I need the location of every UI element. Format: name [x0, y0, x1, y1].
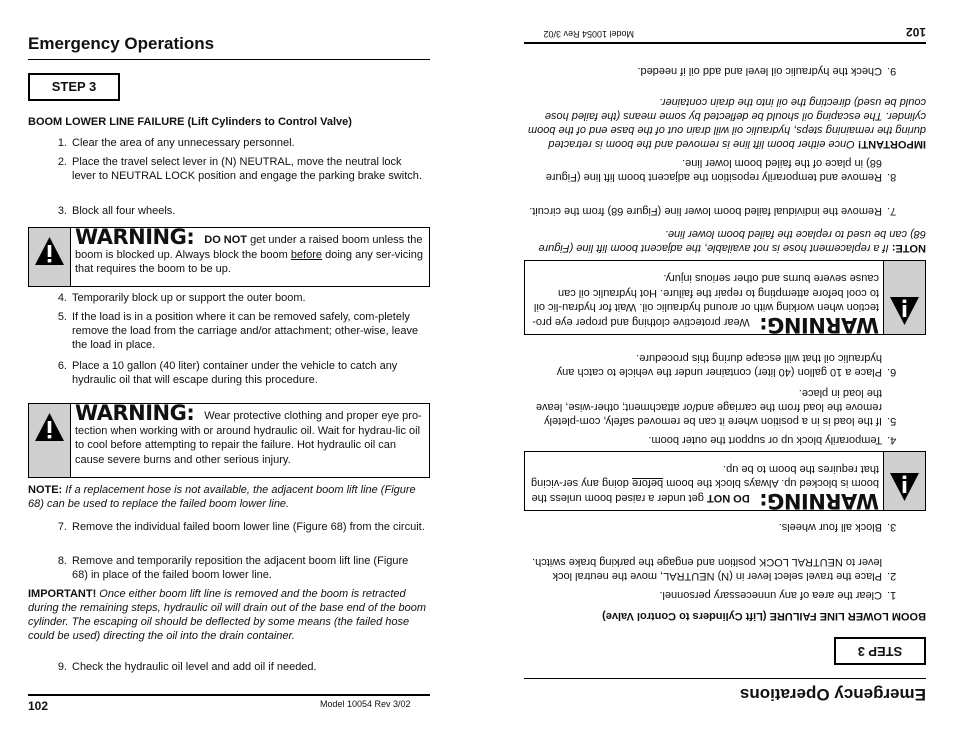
- step-number: 8.: [887, 171, 897, 183]
- step-text: If the load is in a position where it can be removed safely, com-pletely remove the load from the carriage and/or attachment; other-wise, leave the load in place.: [72, 311, 419, 351]
- warning-title: WARNING:: [759, 489, 879, 513]
- step-number: 2.: [57, 156, 67, 168]
- warning-icon-panel: [883, 452, 925, 510]
- note-text: If a replacement hose is not available, the adjacent boom lift line (Figure 68) can be used to replace the failed boom lower line.: [28, 484, 416, 510]
- step-number: 9.: [57, 661, 67, 673]
- page-title: Emergency Operations: [739, 685, 926, 704]
- warning-body: Wear protective clothing and proper eye pro-tection when working with or around hydraulic oil. Wait for hydrau-lic oil to cool before attempting to repair the failure. Hot hydraulic oil can cause severe burns and other serious injury.: [75, 410, 422, 466]
- step-number: 6.: [887, 366, 897, 378]
- warning-emphasis: before: [631, 477, 664, 490]
- step-label: STEP 3: [28, 73, 120, 101]
- important-label: IMPORTANT!: [857, 138, 926, 150]
- step-text: Clear the area of any unnecessary personnel.: [659, 589, 882, 601]
- important-text: Once either boom lift line is removed and the boom is retracted during the remaining steps, hydraulic oil will drain out of the base end of the boom cylinder. The escaping oil should be deflected by some means (the failed hose could be used) directing the oil into the drain container.: [28, 588, 427, 642]
- step-text: Place the travel select lever in (N) NEUTRAL, move the neutral lock lever to NEUTRAL LOCK position and engage the parking brake switch.: [532, 556, 882, 582]
- section-title: BOOM LOWER LINE FAILURE (Lift Cylinders to Control Valve): [602, 610, 926, 622]
- step-text: Remove and temporarily reposition the adjacent boom lift line (Figure 68) in place of the failed boom lower line.: [545, 157, 882, 183]
- warning-icon-panel: [29, 228, 71, 286]
- warning-emphasis: before: [290, 248, 323, 261]
- warning-text: [529, 462, 879, 513]
- step-text: Check the hydraulic oil level and add oil if needed.: [637, 65, 882, 77]
- warning-body: Wear protective clothing and proper eye pro-tection when working with or around hydraulic oil. Wait for hydrau-lic oil to cool before attempting to repair the failure. Hot hydraulic oil can cause severe burns and other serious injury.: [532, 272, 879, 328]
- step-text: Remove and temporarily reposition the adjacent boom lift line (Figure 68) in place of the failed boom lower line.: [72, 555, 409, 581]
- important-label: IMPORTANT!: [28, 588, 97, 600]
- step-text: Remove the individual failed boom lower line (Figure 68) from the circuit.: [72, 521, 425, 533]
- step-number: 8.: [57, 555, 67, 567]
- warning-exclamation-icon: [889, 295, 920, 326]
- step-text: Place a 10 gallon (40 liter) container under the vehicle to catch any hydraulic oil that will escape during this procedure.: [72, 360, 398, 386]
- note-text: If a replacement hose is not available, the adjacent boom lift line (Figure 68) can be used to replace the failed boom lower line.: [538, 228, 926, 254]
- step-number: 5.: [57, 311, 67, 323]
- warning-exclamation-icon: [34, 236, 65, 267]
- step-number: 7.: [887, 205, 897, 217]
- warning-title: WARNING:: [75, 401, 195, 425]
- important-paragraph: [28, 587, 428, 643]
- warning-icon-panel: [883, 261, 925, 334]
- warning-body: get under a raised boom unless the boom is blocked up. Always block the boom: [531, 477, 879, 504]
- page-title: Emergency Operations: [28, 34, 215, 53]
- warning-title: WARNING:: [759, 313, 879, 337]
- footer-rule: [524, 42, 926, 44]
- step-text: Remove the individual failed boom lower line (Figure 68) from the circuit.: [529, 205, 882, 217]
- warning-box: [28, 227, 430, 287]
- step-number: 7.: [57, 521, 67, 533]
- header-rule: [524, 678, 926, 679]
- warning-text: [529, 271, 879, 337]
- warning-box: [28, 403, 430, 478]
- warning-exclamation-icon: [34, 412, 65, 443]
- step-number: 2.: [887, 570, 897, 582]
- warning-icon-panel: [29, 404, 71, 477]
- step-text: Place a 10 gallon (40 liter) container under the vehicle to catch any hydraulic oil that will escape during this procedure.: [556, 352, 882, 378]
- step-number: 5.: [887, 415, 897, 427]
- header-rule: [28, 59, 430, 60]
- footer-rule: [28, 694, 430, 696]
- step-number: 3.: [57, 205, 67, 217]
- step-number: 4.: [57, 292, 67, 304]
- step-text: Block all four wheels.: [778, 521, 882, 533]
- step-text: Temporarily block up or support the outer boom.: [72, 292, 306, 304]
- page-number: 102: [905, 25, 926, 39]
- warning-text: [75, 401, 425, 467]
- warning-box: [524, 451, 926, 511]
- step-text: Temporarily block up or support the outer boom.: [648, 434, 882, 446]
- step-number: 6.: [57, 360, 67, 372]
- step-number: 4.: [887, 434, 897, 446]
- step-number: 1.: [57, 137, 67, 149]
- step-text: Clear the area of any unnecessary personnel.: [72, 137, 295, 149]
- warning-body-end: doing any ser-vicing that requires the boom to be up.: [531, 463, 879, 490]
- note-paragraph: [28, 483, 420, 511]
- step-number: 1.: [887, 589, 897, 601]
- step-text: Check the hydraulic oil level and add oil if needed.: [72, 661, 317, 673]
- step-label: STEP 3: [834, 637, 926, 665]
- section-title: BOOM LOWER LINE FAILURE (Lift Cylinders to Control Valve): [28, 116, 352, 128]
- step-text: If the load is in a position where it can be removed safely, com-pletely remove the load from the carriage and/or attachment; other-wise, leave the load in place.: [535, 387, 882, 427]
- warning-lead: DO NOT: [706, 492, 750, 504]
- step-text: Place the travel select lever in (N) NEUTRAL, move the neutral lock lever to NEUTRAL LOCK position and engage the parking brake switch.: [72, 156, 422, 182]
- step-text: Block all four wheels.: [72, 205, 176, 217]
- model-revision: Model 10054 Rev 3/02: [320, 699, 411, 709]
- important-paragraph: [526, 95, 926, 151]
- important-text: Once either boom lift line is removed and the boom is retracted during the remaining steps, hydraulic oil will drain out of the base end of the boom cylinder. The escaping oil should be deflected by some means (the failed hose could be used) directing the oil into the drain container.: [527, 96, 926, 150]
- warning-body-end: doing any ser-vicing that requires the boom to be up.: [75, 248, 423, 275]
- warning-lead: DO NOT: [204, 234, 248, 246]
- warning-exclamation-icon: [889, 471, 920, 502]
- document-page-rotated: [477, 0, 954, 738]
- warning-box: [524, 260, 926, 335]
- note-label: NOTE:: [891, 242, 926, 254]
- page-number: 102: [28, 699, 49, 713]
- step-number: 3.: [887, 521, 897, 533]
- note-label: NOTE:: [28, 484, 63, 496]
- step-number: 9.: [887, 65, 897, 77]
- model-revision: Model 10054 Rev 3/02: [543, 29, 634, 39]
- warning-body: get under a raised boom unless the boom is blocked up. Always block the boom: [75, 234, 423, 261]
- warning-text: [75, 225, 425, 277]
- warning-title: WARNING:: [75, 225, 195, 249]
- note-paragraph: [534, 227, 926, 255]
